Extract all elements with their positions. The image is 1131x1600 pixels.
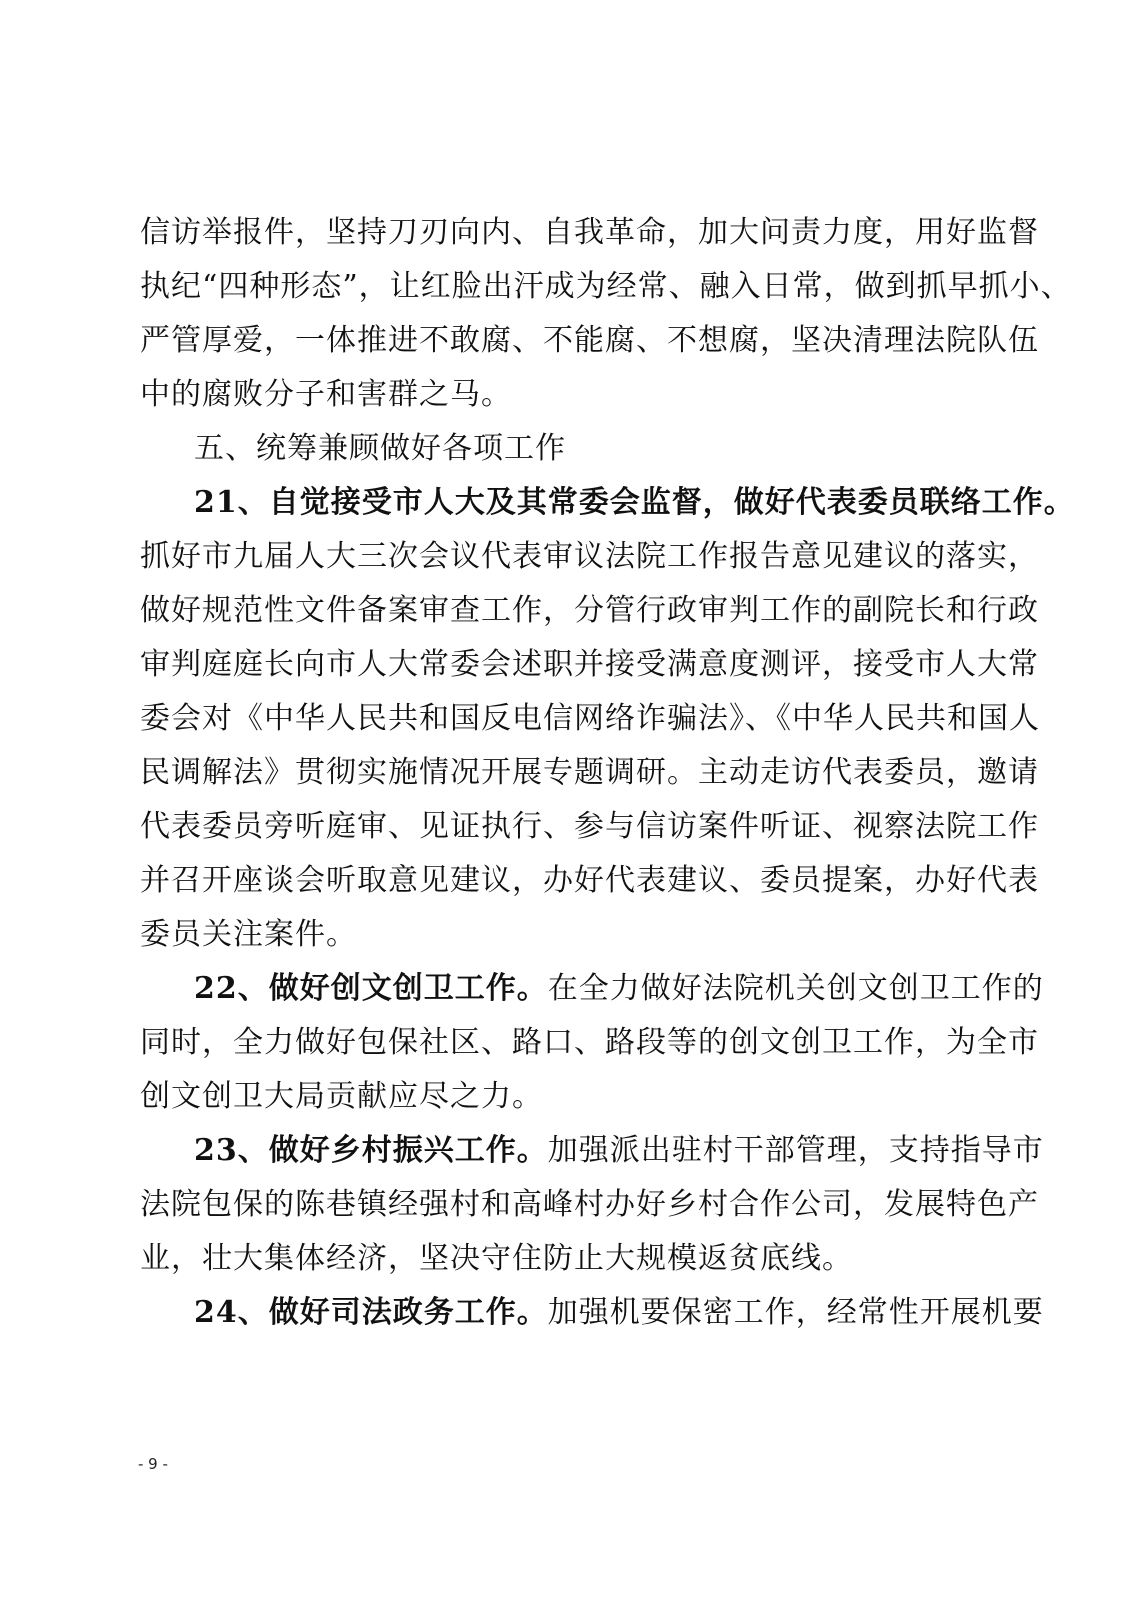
paragraph-item-24 <box>140 1286 1044 1340</box>
text-line: 委会对《中华人民共和国反电信网络诈骗法》、《中华人民共和国人 <box>140 701 1040 736</box>
item-text: 加强机要保密工作，经常性开展机要 <box>547 1295 1044 1330</box>
text-line <box>140 1124 1044 1178</box>
paragraph-item-23 <box>140 1124 1044 1286</box>
text-line: 审判庭庭长向市人大常委会述职并接受满意度测评，接受市人大常 <box>140 647 1039 682</box>
paragraph-item-22 <box>140 962 1044 1124</box>
text-line: 创文创卫大局贡献应尽之力。 <box>140 1079 543 1114</box>
item-title: 21、自觉接受市人大及其常委会监督，做好代表委员联络工作。 <box>194 485 1075 520</box>
item-title: 23、做好乡村振兴工作。 <box>194 1133 548 1168</box>
text-line: 委员关注案件。 <box>140 917 357 952</box>
item-title: 24、做好司法政务工作。 <box>194 1295 548 1330</box>
text-line: 严管厚爱，一体推进不敢腐、不能腐、不想腐，坚决清理法院队伍 <box>140 323 1039 358</box>
text-line: 法院包保的陈巷镇经强村和高峰村办好乡村合作公司，发展特色产 <box>140 1187 1039 1222</box>
text-line: 信访举报件，坚持刀刃向内、自我革命，加大问责力度，用好监督 <box>140 215 1039 250</box>
document-body <box>140 206 1075 1340</box>
text-line: 做好规范性文件备案审查工作，分管行政审判工作的副院长和行政 <box>140 593 1039 628</box>
item-text: 加强派出驻村干部管理，支持指导市 <box>547 1133 1044 1168</box>
text-line: 民调解法》贯彻实施情况开展专题调研。主动走访代表委员，邀请 <box>140 755 1039 790</box>
text-line: 业，壮大集体经济，坚决守住防止大规模返贫底线。 <box>140 1241 853 1276</box>
text-line: 中的腐败分子和害群之马。 <box>140 377 512 412</box>
text-line: 同时，全力做好包保社区、路口、路段等的创文创卫工作，为全市 <box>140 1025 1039 1060</box>
paragraph-continuation <box>140 206 1072 422</box>
section-heading: 五、统筹兼顾做好各项工作 <box>194 431 566 466</box>
text-line <box>140 1286 1044 1340</box>
text-line: 执纪“四种形态”，让红脸出汗成为经常、融入日常，做到抓早抓小、 <box>140 269 1072 304</box>
paragraph-item-21 <box>140 476 1075 962</box>
item-title: 22、做好创文创卫工作。 <box>194 971 548 1006</box>
page-number: - 9 - <box>138 1455 168 1473</box>
text-line: 并召开座谈会听取意见建议，办好代表建议、委员提案，办好代表 <box>140 863 1039 898</box>
item-text: 在全力做好法院机关创文创卫工作的 <box>547 971 1044 1006</box>
text-line: 代表委员旁听庭审、见证执行、参与信访案件听证、视察法院工作 <box>140 809 1039 844</box>
text-line: 抓好市九届人大三次会议代表审议法院工作报告意见建议的落实， <box>140 539 1039 574</box>
text-line <box>140 962 1044 1016</box>
